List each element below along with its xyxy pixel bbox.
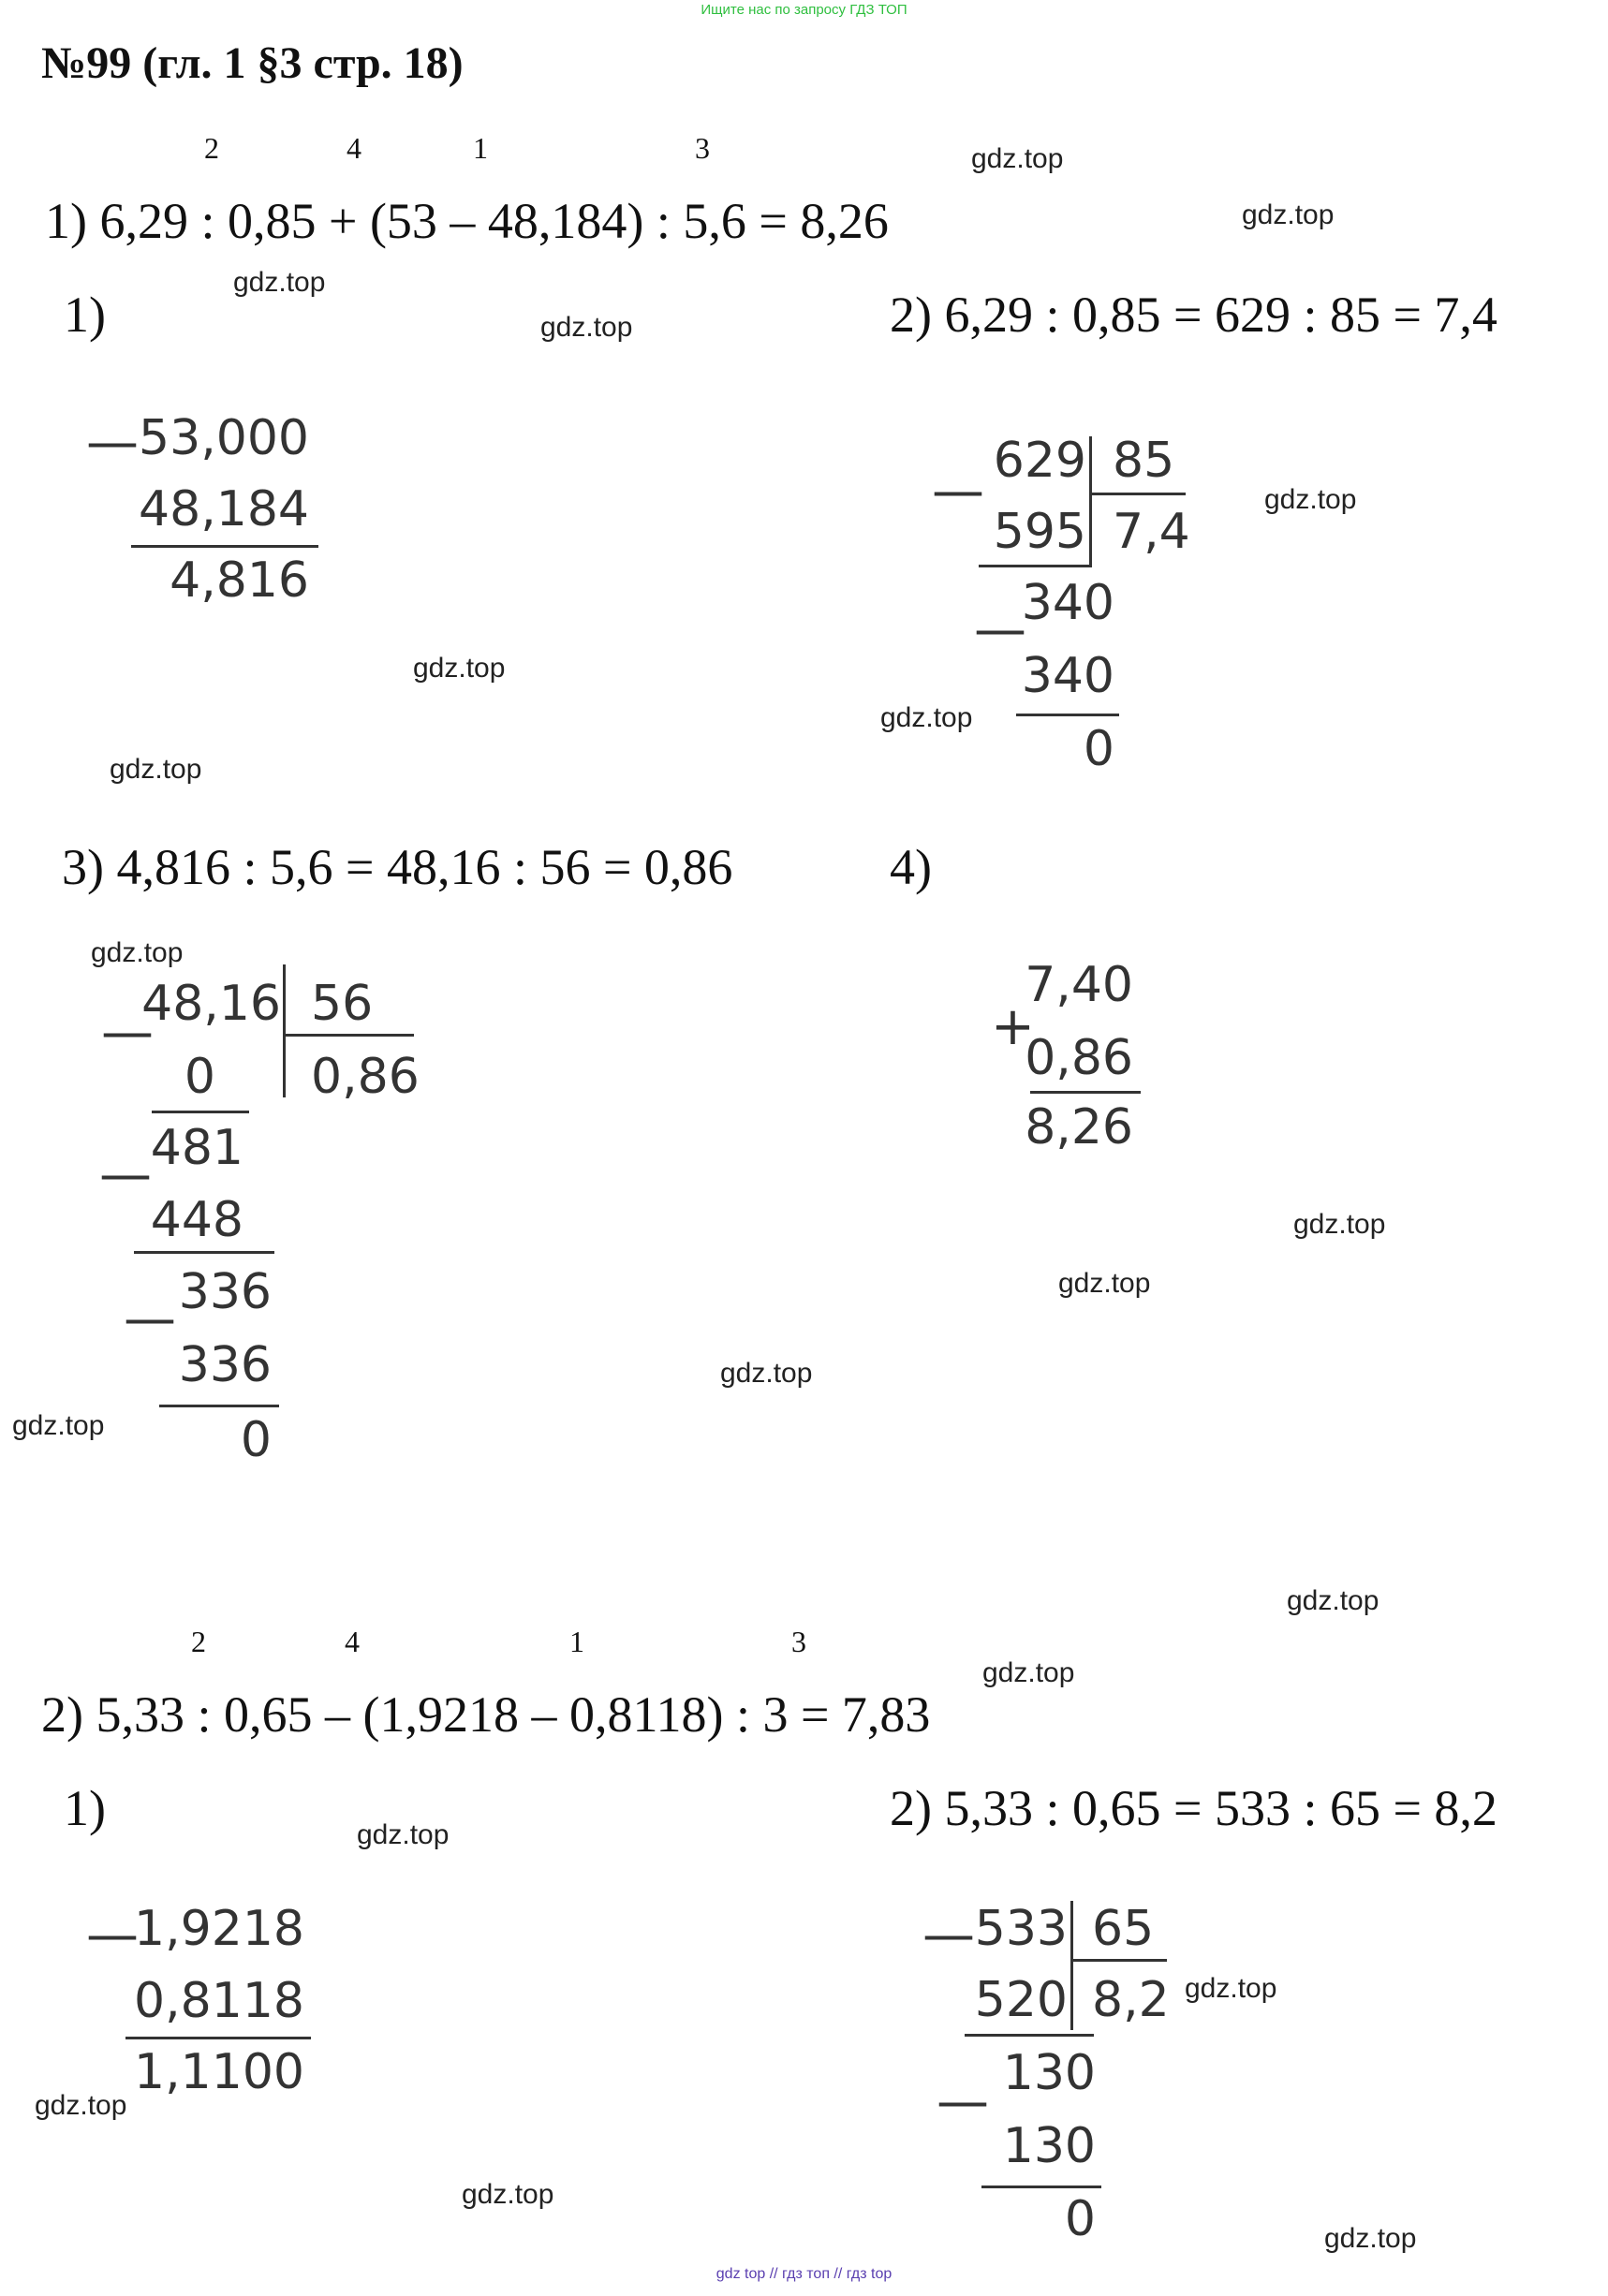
watermark: gdz.top [1185,1973,1277,2004]
dividend: 629 [993,433,1086,489]
quotient: 7,4 [1113,504,1190,560]
step1-label: 1) [64,1780,106,1836]
step1-label: 1) [64,287,106,343]
subtrahend: 0,8118 [134,1973,304,2029]
page-title: №99 (гл. 1 §3 стр. 18) [41,38,464,88]
difference: 1,1100 [134,2044,304,2100]
remainder: 0 [1083,721,1114,777]
order-number: 2 [191,1625,206,1658]
subtracted-value: 595 [993,504,1086,560]
subtracted-value: 130 [1002,2118,1096,2174]
division-bar [1070,1901,1073,2030]
order-number: 2 [204,131,219,165]
subtracted-value: 0 [184,1049,215,1105]
result-line [965,2034,1094,2037]
remainder: 336 [178,1264,272,1320]
minus-sign: — [937,2071,989,2132]
dividend: 533 [974,1901,1068,1957]
divisor-line [283,1034,414,1037]
remainder: 481 [150,1120,243,1176]
watermark: gdz.top [35,2090,127,2121]
quotient: 0,86 [311,1049,420,1105]
watermark: gdz.top [720,1358,813,1389]
remainder: 0 [240,1412,272,1468]
watermark: gdz.top [1324,2223,1417,2254]
step2-label: 2) 5,33 : 0,65 = 533 : 65 = 8,2 [890,1780,1497,1836]
step4-label: 4) [890,839,932,895]
dividend: 48,16 [141,976,281,1032]
watermark: gdz.top [413,653,506,684]
minus-sign: — [101,1002,154,1063]
watermark: gdz.top [1242,199,1335,230]
footer-links: gdz top // гдз топ // гдз top [715,2266,893,2282]
result-line [159,1405,279,1407]
order-number: 3 [695,131,710,165]
header-note: Ищите нас по запросу ГДЗ ТОП [701,2,907,18]
difference: 4,816 [170,552,309,609]
result-line [981,2186,1101,2188]
step2-label: 2) 6,29 : 0,85 = 629 : 85 = 7,4 [890,287,1497,343]
watermark: gdz.top [233,267,326,298]
quotient: 8,2 [1092,1972,1170,2028]
watermark: gdz.top [12,1410,105,1441]
watermark: gdz.top [91,937,184,968]
expression: 2) 5,33 : 0,65 – (1,9218 – 0,8118) : 3 = 7,83 [41,1686,931,1743]
divisor: 65 [1092,1901,1155,1957]
watermark: gdz.top [880,702,973,733]
watermark: gdz.top [971,143,1064,174]
minuend: 53,000 [139,410,309,466]
minus-sign: — [932,461,984,522]
division-bar [1089,436,1092,567]
minus-sign: — [974,599,1026,660]
plus-sign: + [991,996,1035,1057]
step3-label: 3) 4,816 : 5,6 = 48,16 : 56 = 0,86 [62,839,733,895]
order-number: 4 [347,131,361,165]
result-line [152,1111,249,1113]
divisor-line [1092,493,1186,495]
division-bar [283,964,286,1097]
divisor: 85 [1113,433,1175,489]
addend: 7,40 [1025,957,1133,1013]
order-number: 3 [791,1625,806,1658]
subtracted-value: 336 [178,1337,272,1393]
order-number: 1 [569,1625,584,1658]
addend: 0,86 [1025,1030,1133,1086]
divisor-line [1073,1959,1167,1962]
minuend: 1,9218 [134,1901,304,1957]
sum: 8,26 [1025,1099,1133,1155]
order-number: 4 [345,1625,360,1658]
minus-sign: — [86,1905,139,1965]
result-line [134,1251,274,1254]
subtracted-value: 448 [150,1192,243,1248]
minus-sign: — [99,1144,152,1205]
result-line [1030,1091,1141,1094]
subtracted-value: 340 [1021,648,1114,704]
remainder: 0 [1064,2191,1096,2247]
result-line [125,2037,311,2039]
result-line [979,565,1091,567]
watermark: gdz.top [1058,1268,1151,1299]
result-line [1016,714,1119,716]
minus-sign: — [922,1905,975,1965]
subtrahend: 48,184 [139,481,309,537]
watermark: gdz.top [357,1819,450,1850]
minus-sign: — [124,1288,176,1349]
expression: 1) 6,29 : 0,85 + (53 – 48,184) : 5,6 = 8,26 [45,193,889,249]
watermark: gdz.top [540,312,633,343]
order-number: 1 [473,131,488,165]
watermark: gdz.top [1287,1585,1379,1616]
watermark: gdz.top [982,1657,1075,1688]
result-line [131,545,318,548]
watermark: gdz.top [1293,1209,1386,1240]
watermark: gdz.top [110,754,202,785]
watermark: gdz.top [462,2179,554,2210]
divisor: 56 [311,976,374,1032]
minus-sign: — [86,412,139,473]
subtracted-value: 520 [974,1972,1068,2028]
watermark: gdz.top [1264,484,1357,515]
remainder: 130 [1002,2045,1096,2101]
remainder: 340 [1021,575,1114,631]
